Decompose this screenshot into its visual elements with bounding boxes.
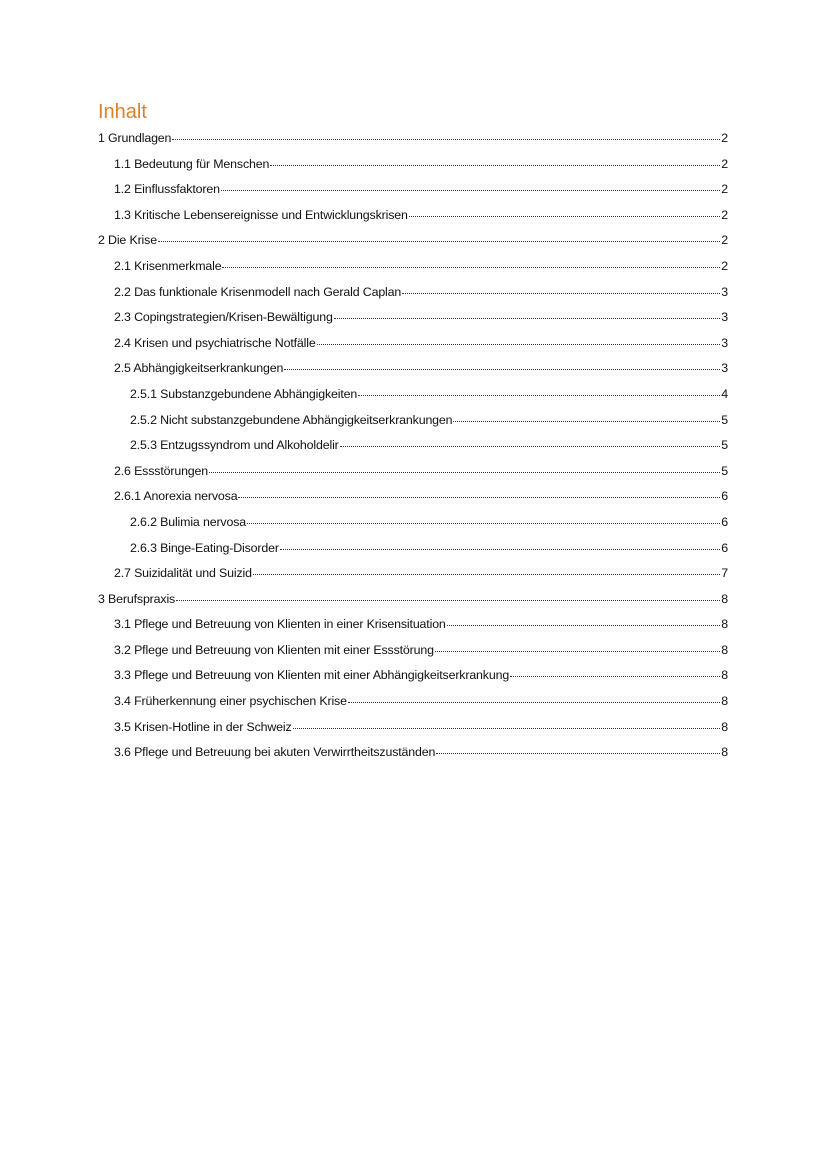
toc-entry[interactable] (98, 459, 728, 485)
dot-leader (284, 359, 720, 370)
toc-page-number[interactable]: 8 (721, 745, 728, 760)
dot-leader (221, 180, 720, 191)
toc-entry-title[interactable]: 3.4 Früherkennung einer psychischen Krise (114, 694, 347, 709)
toc-entry-title[interactable]: 2.7 Suizidalität und Suizid (114, 566, 252, 581)
toc-entry-title[interactable]: 2 Die Krise (98, 233, 157, 248)
toc-entry[interactable] (98, 126, 728, 152)
toc-entry-title[interactable]: 3 Berufspraxis (98, 591, 176, 606)
toc-page-number[interactable]: 2 (721, 156, 728, 171)
toc-entry[interactable] (98, 408, 728, 434)
dot-leader (158, 231, 720, 242)
toc-entry-title[interactable]: 2.6 Essstörungen (114, 463, 209, 478)
toc-title: Inhalt (98, 101, 147, 123)
toc-entry-title[interactable]: 3.1 Pflege und Betreuung von Klienten in einer Krisensituation (114, 617, 446, 632)
dot-leader (317, 334, 721, 345)
dot-leader (402, 283, 720, 294)
toc-entry-title[interactable]: 1.3 Kritische Lebensereignisse und Entwicklungskrisen (114, 207, 408, 222)
toc-page-number[interactable]: 8 (721, 694, 728, 709)
toc-entry-title[interactable]: 3.6 Pflege und Betreuung bei akuten Verwirrtheitszuständen (114, 745, 436, 760)
toc-page-number[interactable]: 8 (721, 617, 728, 632)
toc-page-number[interactable]: 5 (721, 438, 728, 453)
dot-leader (340, 436, 721, 447)
toc-page-number[interactable]: 8 (721, 719, 728, 734)
toc-entry-title[interactable]: 2.5.2 Nicht substanzgebundene Abhängigkeitserkrankungen (130, 412, 453, 427)
toc-entry[interactable] (98, 715, 728, 741)
toc-entry-title[interactable]: 1.1 Bedeutung für Menschen (114, 156, 270, 171)
toc-page-number[interactable]: 3 (721, 335, 728, 350)
toc-page-number[interactable]: 6 (721, 489, 728, 504)
toc-entry-title[interactable]: 2.3 Copingstrategien/Krisen-Bewältigung (114, 310, 333, 325)
toc-entry[interactable] (98, 433, 728, 459)
dot-leader (293, 718, 721, 729)
toc-entry-title[interactable]: 2.4 Krisen und psychiatrische Notfälle (114, 335, 316, 350)
toc-entry[interactable] (98, 305, 728, 331)
dot-leader (409, 206, 721, 217)
toc-entry-title[interactable]: 3.5 Krisen-Hotline in der Schweiz (114, 719, 292, 734)
toc-entry[interactable] (98, 510, 728, 536)
toc-entry-title[interactable]: 2.6.2 Bulimia nervosa (130, 514, 247, 529)
toc-entry[interactable] (98, 331, 728, 357)
toc-entry-title[interactable]: 2.6.3 Binge-Eating-Disorder (130, 540, 279, 555)
toc-entry[interactable] (98, 382, 728, 408)
toc-page-number[interactable]: 4 (721, 386, 728, 401)
dot-leader (172, 129, 720, 140)
toc-entry[interactable] (98, 152, 728, 178)
toc-page-number[interactable]: 2 (721, 258, 728, 273)
dot-leader (447, 615, 721, 626)
toc-entry[interactable] (98, 177, 728, 203)
toc-page-number[interactable]: 5 (721, 463, 728, 478)
dot-leader (253, 564, 720, 575)
toc-entry-title[interactable]: 2.5.3 Entzugssyndrom und Alkoholdelir (130, 438, 339, 453)
toc-page-number[interactable]: 8 (721, 642, 728, 657)
toc-page-number[interactable]: 2 (721, 207, 728, 222)
toc-entry-title[interactable]: 2.2 Das funktionale Krisenmodell nach Gerald Caplan (114, 284, 402, 299)
toc-entry[interactable] (98, 561, 728, 587)
dot-leader (436, 743, 720, 754)
dot-leader (247, 513, 720, 524)
toc-entry[interactable] (98, 280, 728, 306)
toc-page-number[interactable]: 6 (721, 514, 728, 529)
toc-entry-title[interactable]: 3.2 Pflege und Betreuung von Klienten mit einer Essstörung (114, 642, 434, 657)
toc-page-number[interactable]: 6 (721, 540, 728, 555)
toc-page-number[interactable]: 3 (721, 310, 728, 325)
dot-leader (348, 692, 720, 703)
toc-entry[interactable] (98, 254, 728, 280)
toc-page-number[interactable]: 8 (721, 591, 728, 606)
toc-entry-title[interactable]: 1.2 Einflussfaktoren (114, 182, 220, 197)
dot-leader (176, 590, 720, 601)
toc-entry[interactable] (98, 612, 728, 638)
dot-leader (334, 308, 721, 319)
dot-leader (280, 539, 720, 550)
toc-entry[interactable] (98, 638, 728, 664)
toc-entry-title[interactable]: 2.1 Krisenmerkmale (114, 258, 222, 273)
dot-leader (270, 155, 720, 166)
toc-page-number[interactable]: 5 (721, 412, 728, 427)
toc-entry-title[interactable]: 1 Grundlagen (98, 131, 172, 145)
toc-entry[interactable] (98, 356, 728, 382)
dot-leader (435, 641, 720, 652)
dot-leader (453, 411, 720, 422)
dot-leader (222, 257, 720, 268)
dot-leader (510, 666, 720, 677)
toc-page-number[interactable]: 2 (721, 233, 728, 248)
toc-entry[interactable] (98, 228, 728, 254)
toc-page-number[interactable]: 3 (721, 361, 728, 376)
toc-entry-title[interactable]: 3.3 Pflege und Betreuung von Klienten mit einer Abhängigkeitserkrankung (114, 668, 510, 683)
toc-entry-title[interactable]: 2.5 Abhängigkeitserkrankungen (114, 361, 284, 376)
toc-entry[interactable] (98, 203, 728, 229)
toc-page-number[interactable]: 2 (721, 182, 728, 197)
dot-leader (238, 487, 720, 498)
toc-page-number[interactable]: 2 (721, 131, 728, 145)
toc-entry[interactable] (98, 740, 728, 766)
toc-entry-title[interactable]: 2.6.1 Anorexia nervosa (114, 489, 238, 504)
toc-page-number[interactable]: 7 (721, 566, 728, 581)
toc-page-number[interactable]: 3 (721, 284, 728, 299)
toc-entry-title[interactable]: 2.5.1 Substanzgebundene Abhängigkeiten (130, 386, 358, 401)
dot-leader (209, 462, 720, 473)
toc-entry[interactable] (98, 536, 728, 562)
toc-entry[interactable] (98, 587, 728, 613)
toc-entry[interactable] (98, 689, 728, 715)
toc-entry[interactable] (98, 663, 728, 689)
table-of-contents (98, 126, 728, 766)
toc-page-number[interactable]: 8 (721, 668, 728, 683)
toc-entry[interactable] (98, 484, 728, 510)
dot-leader (358, 385, 720, 396)
